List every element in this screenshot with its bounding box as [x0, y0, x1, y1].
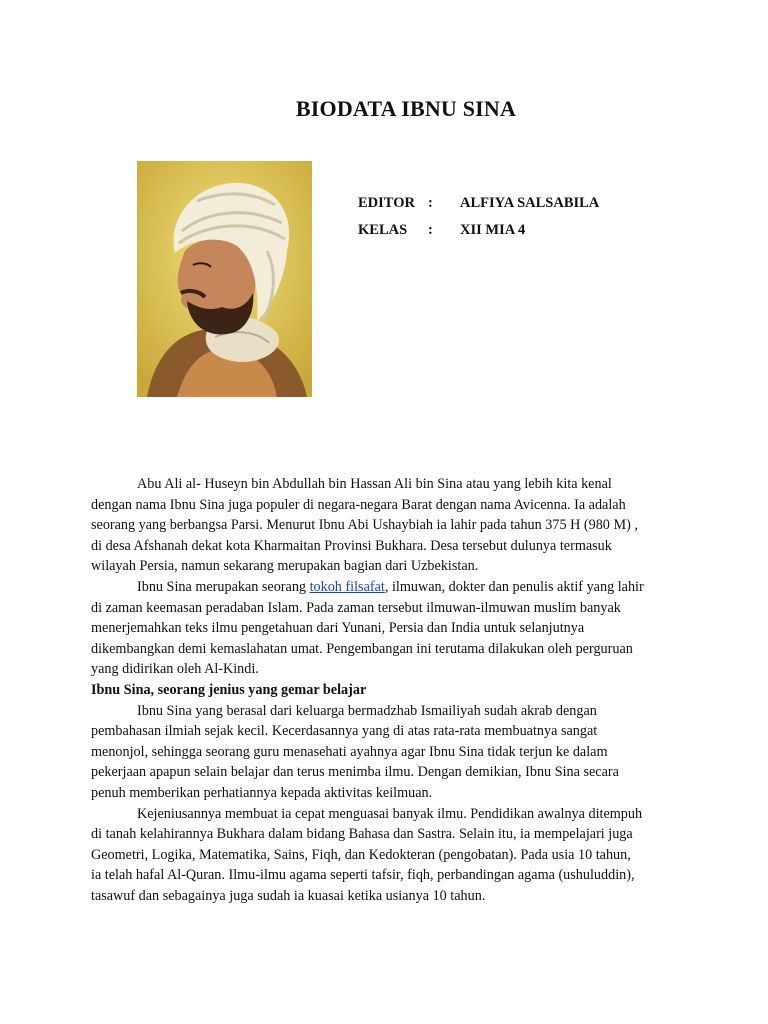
- text-segment: Ibnu Sina merupakan seorang: [137, 578, 310, 595]
- meta-label: KELAS: [358, 222, 408, 238]
- text-line: [91, 577, 683, 598]
- section-heading: Ibnu Sina, seorang jenius yang gemar belajar: [91, 681, 367, 698]
- meta-row-kelas: [358, 217, 599, 244]
- text-line: Kejeniusannya membuat ia cepat menguasai banyak ilmu. Pendidikan awalnya ditempuh: [137, 805, 643, 822]
- text-line: penuh memberikan perhatiannya kepada aktivitas keilmuan.: [91, 784, 433, 801]
- text-line: Geometri, Logika, Matematika, Sains, Fiqh, dan Kedokteran (pengobatan). Pada usia 10 tahun,: [91, 846, 631, 863]
- text-line: menerjemahkan teks ilmu pengetahuan dari Yunani, Persia dan India untuk selanjutnya: [91, 620, 585, 637]
- text-line: menonjol, sehingga seorang guru menasehati ayahnya agar Ibnu Sina tidak terjun ke dalam: [91, 743, 608, 760]
- meta-value-kelas: XII MIA 4: [460, 222, 526, 238]
- portrait-image: [137, 161, 312, 397]
- body-text: [91, 474, 683, 906]
- meta-row-editor: [358, 190, 599, 217]
- text-line: seorang yang berbangsa Parsi. Menurut Ibnu Abi Ushaybiah ia lahir pada tahun 375 H (980 M) ,: [91, 517, 638, 534]
- text-line: dikembangkan demi kemaslahatan umat. Pengembangan ini terutama dilakukan oleh perguruan: [91, 640, 633, 657]
- metadata-block: [358, 190, 599, 244]
- text-line: dengan nama Ibnu Sina juga populer di negara-negara Barat dengan nama Avicenna. Ia adalah: [91, 496, 626, 513]
- page-title: BIODATA IBNU SINA: [295, 96, 517, 121]
- text-line: ia telah hafal Al-Quran. Ilmu-ilmu agama seperti tafsir, fiqh, perbandingan agama (ushuluddin),: [91, 867, 635, 884]
- paragraph-4: [91, 804, 683, 907]
- tokoh-filsafat-link[interactable]: tokoh filsafat: [309, 578, 385, 595]
- text-line: Ibnu Sina yang berasal dari keluarga bermadzhab Ismailiyah sudah akrab dengan: [137, 702, 597, 719]
- paragraph-2: [91, 577, 683, 680]
- text-line: di tanah kelahirannya Bukhara dalam bidang Bahasa dan Sastra. Selain itu, ia mempelajari juga: [91, 826, 633, 843]
- meta-colon: :: [428, 195, 433, 211]
- paragraph-1: [91, 474, 683, 577]
- text-line: wilayah Persia, namun sekarang merupakan bagian dari Uzbekistan.: [91, 558, 479, 575]
- text-segment: , ilmuwan, dokter dan penulis aktif yang lahir: [384, 578, 644, 595]
- text-line: di zaman keemasan peradaban Islam. Pada zaman tersebut ilmuwan-ilmuwan muslim banyak: [91, 599, 621, 616]
- text-line: pekerjaan apapun selain belajar dan terus menimba ilmu. Dengan demikian, Ibnu Sina secara: [91, 764, 619, 781]
- text-line: yang didirikan oleh Al-Kindi.: [91, 661, 259, 678]
- meta-label: EDITOR: [358, 195, 415, 211]
- meta-colon: :: [428, 222, 433, 238]
- text-line: di desa Afshanah dekat kota Kharmaitan Provinsi Bukhara. Desa tersebut dulunya termasuk: [91, 537, 612, 554]
- text-line: tasawuf dan sebagainya juga sudah ia kuasai ketika usianya 10 tahun.: [91, 887, 486, 904]
- meta-value-editor: ALFIYA SALSABILA: [460, 195, 600, 211]
- paragraph-3: [91, 701, 683, 804]
- text-line: pembahasan ilmiah sejak kecil. Kecerdasannya yang di atas rata-rata membuatnya sangat: [91, 723, 598, 740]
- text-line: Abu Ali al- Huseyn bin Abdullah bin Hassan Ali bin Sina atau yang lebih kita kenal: [137, 476, 612, 492]
